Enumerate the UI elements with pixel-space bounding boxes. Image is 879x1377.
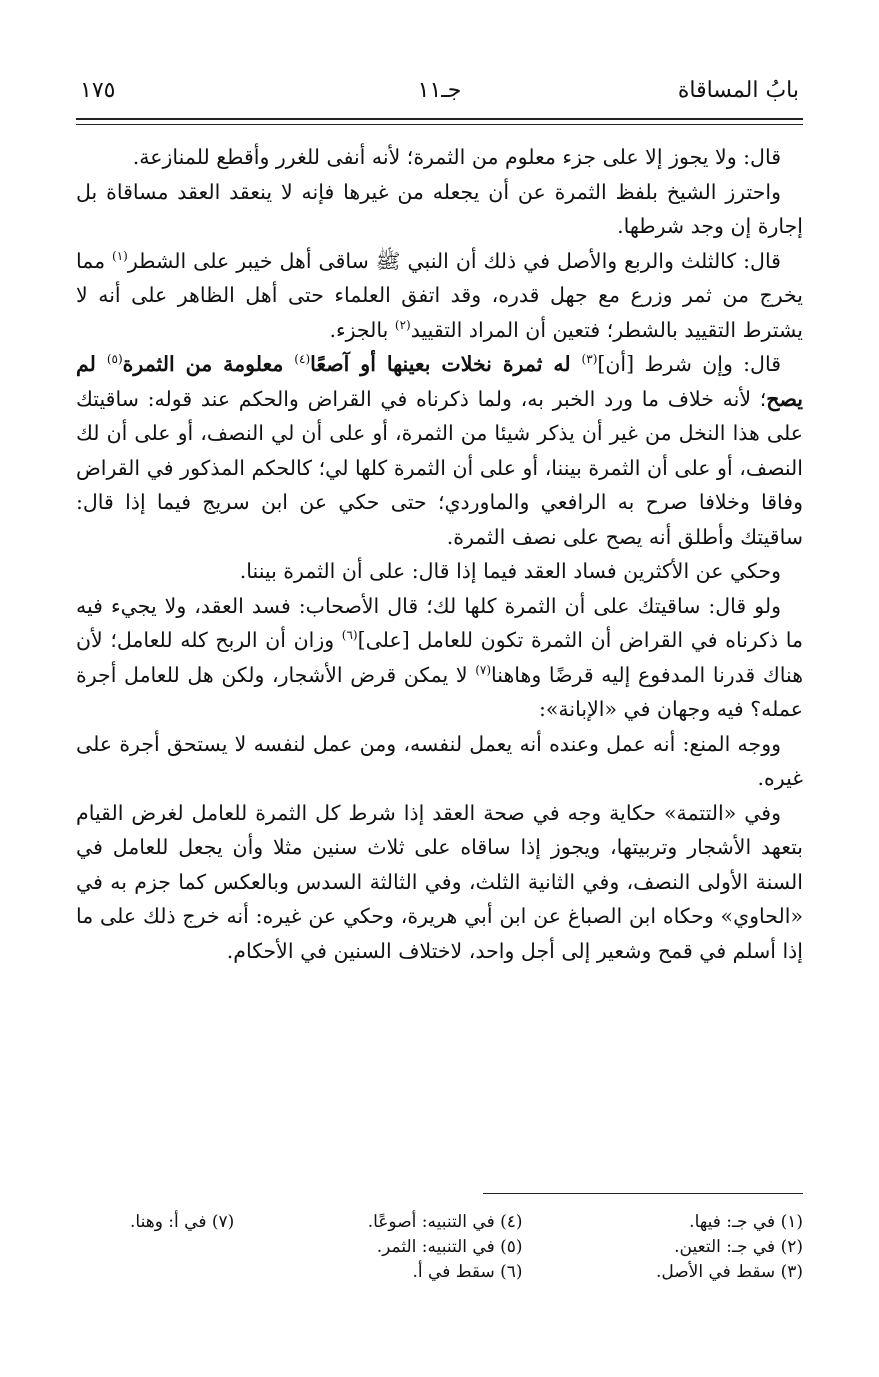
header-rule-thick <box>76 118 803 120</box>
paragraph-8: وفي «التتمة» حكاية وجه في صحة العقد إذا شرط كل الثمرة للعامل لغرض القيام بتعهد الأشجار وتربيتها، ويجوز إذا ساقاه على ثلاث سنين مثلا وأن يجعل للعامل في السنة الأولى النصف، وفي الثانية الثلث، وفي الثالثة السدس وبالعكس كما جزم به في «الحاوي» وحكاه ابن الصباغ عن ابن أبي هريرة، وحكي عن غيره: أنه خرج ذلك على ما إذا أسلم في قمح وشعير إلى أجل واحد، لاختلاف السنين في الأحكام. <box>76 800 803 963</box>
footnote-rule <box>483 1193 803 1194</box>
footnote-ref-4: (٤) <box>294 352 311 367</box>
footnote-2: (٢) في جـ: التعين. <box>674 1237 803 1257</box>
footnote-column-3 <box>130 1210 234 1285</box>
main-text <box>76 140 803 968</box>
paragraph-4-bold-2: معلومة من الثمرة <box>122 352 295 376</box>
paragraph-4-part-1: قال: وإن شرط [أن] <box>597 352 782 376</box>
paragraph-3-part-3: بالجزء. <box>329 317 395 342</box>
paragraph-3-part-2: مما يخرج من ثمر وزرع مع جهل قدره، وقد اتفق العلماء حتى أهل الظاهر على أنه لا يشترط التقييد بالشطر؛ فتعين أن المراد التقييد <box>76 248 803 342</box>
paragraph-6 <box>76 589 803 727</box>
paragraph-7: ووجه المنع: أنه عمل وعنده أنه يعمل لنفسه، ومن عمل لنفسه لا يستحق أجرة على غيره. <box>76 731 803 790</box>
footnote-ref-6: (٦) <box>341 628 358 643</box>
footnote-4: (٤) في التنبيه: أصوعًا. <box>367 1212 523 1232</box>
paragraph-5: وحكي عن الأكثرين فساد العقد فيما إذا قال: على أن الثمرة بيننا. <box>239 559 781 583</box>
footnote-ref-1: (١) <box>112 248 128 263</box>
paragraph-3 <box>76 244 803 348</box>
paragraph-4-bold-3: لم يصح <box>76 352 803 411</box>
footnote-7: (٧) في أ: وهنا. <box>130 1212 235 1232</box>
footnote-ref-5: (٥) <box>106 352 123 367</box>
footnote-6: (٦) سقط في أ. <box>412 1262 523 1282</box>
paragraph-6-part-3: لا يمكن قرض الأشجار، ولكن هل للعامل أجرة عمله؟ فيه وجهان في «الإبانة»: <box>76 662 803 721</box>
paragraph-4 <box>76 347 803 554</box>
footnotes <box>130 1210 803 1285</box>
paragraph-4-part-4: ؛ لأنه خلاف ما ورد الخبر به، ولما ذكرناه في القراض والحكم عند قوله: ساقيتك على هذا النخل من غير أن يذكر شيئا من الثمرة، أو على أن لي النصف، أو على أن لك النصف، أو على أن الثمرة بيننا، أو على أن الثمرة كلها لي؛ كالحكم المذكور في القراض وفاقا وخلافا صرح به الرافعي والماوردي؛ حتى حكي عن ابن سريج فيما إذا قال: ساقيتك وأطلق أنه يصح على نصف الثمرة. <box>76 386 803 549</box>
volume-label: جـ١١ <box>417 78 462 103</box>
footnote-ref-7: (٧) <box>475 662 492 677</box>
footnote-3: (٣) سقط في الأصل. <box>655 1262 803 1282</box>
paragraph-1: قال: ولا يجوز إلا على جزء معلوم من الثمرة؛ لأنه أنفى للغرر وأقطع للمنازعة. <box>132 145 781 169</box>
footnote-5: (٥) في التنبيه: الثمر. <box>376 1237 523 1257</box>
header-rule-thin <box>76 124 803 125</box>
footnote-ref-2: (٢) <box>394 317 411 332</box>
page-header <box>80 76 799 116</box>
paragraph-2: واحترز الشيخ بلفظ الثمرة عن أن يجعله من غيرها فإنه لا ينعقد العقد مساقاة بل إجارة إن وجد شرطها. <box>76 179 803 238</box>
paragraph-6-part-1: ولو قال: ساقيتك على أن الثمرة كلها لك؛ قال الأصحاب: فسد العقد، ولا يجيء فيه ما ذكرناه في القراض أن الثمرة تكون للعامل [على] <box>76 593 803 652</box>
footnote-1: (١) في جـ: فيها. <box>689 1212 803 1232</box>
paragraph-6-part-2: وزان أن الربح كله للعامل؛ لأن هناك قدرنا المدفوع إليه قرضًا وهاهنا <box>76 628 804 687</box>
paragraph-4-bold-1: له ثمرة نخلات بعينها أو آصعًا <box>310 352 582 376</box>
footnote-ref-3: (٣) <box>581 352 598 367</box>
footnote-column-1 <box>656 1210 803 1285</box>
page-number: ١٧٥ <box>80 78 116 103</box>
chapter-title: بابُ المساقاة <box>677 78 799 103</box>
paragraph-3-part-1: قال: كالثلث والربع والأصل في ذلك أن النبي ﷺ ساقى أهل خيبر على الشطر <box>127 248 781 273</box>
footnote-column-2 <box>368 1210 523 1285</box>
